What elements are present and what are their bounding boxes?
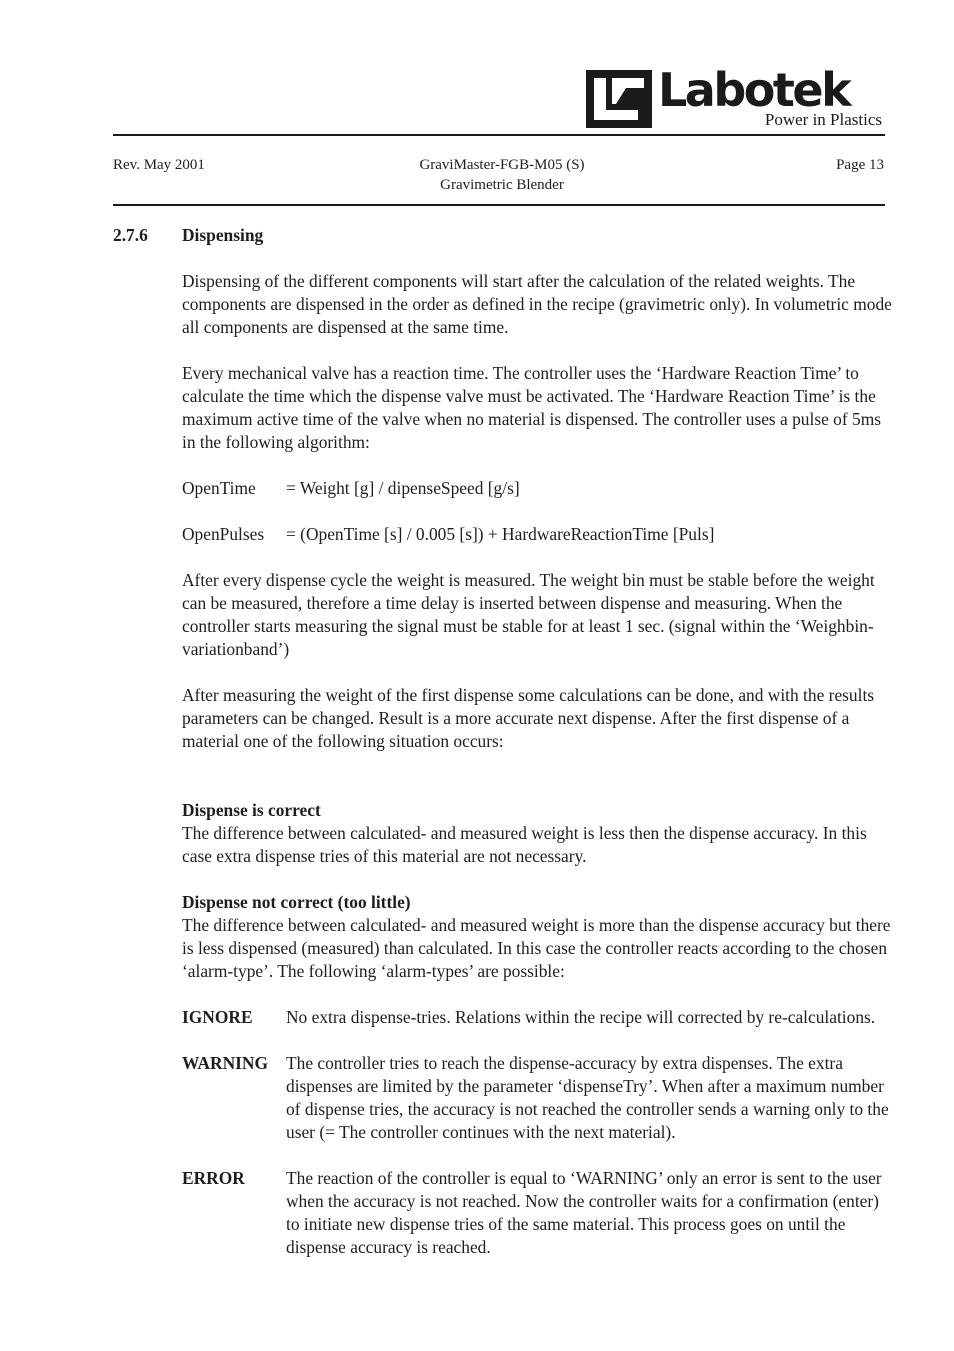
case-text-not-correct: The difference between calculated- and measured weight is more than the dispense accuracy but there is less dispensed (measured) than calculated. In this case the controller reacts according to the chosen ‘alarm-type’. The following ‘alarm-types’ are possible: <box>182 915 891 981</box>
alarm-term: ERROR <box>182 1168 245 1188</box>
formula-expression: = Weight [g] / dipenseSpeed [g/s] <box>286 478 520 498</box>
alarm-description: The controller tries to reach the dispense-accuracy by extra dispenses. The extra dispenses are limited by the parameter ‘dispenseTry’. When after a maximum number of dispense tries, the accuracy is not reached the controller sends a warning only to the user (= The controller continues with the next material). <box>286 1053 889 1142</box>
spacer <box>182 776 892 799</box>
formula-label: OpenPulses <box>182 524 265 544</box>
formula-open-pulses <box>182 523 892 546</box>
section-body <box>182 270 892 1282</box>
document-title-block <box>300 155 704 195</box>
paragraph: After every dispense cycle the weight is measured. The weight bin must be stable before the weight can be measured, therefore a time delay is inserted between dispense and measuring. When the controller starts measuring the signal must be stable for at least 1 sec. (signal within the ‘Weighbin-variationband’) <box>182 570 875 659</box>
alarm-term: WARNING <box>182 1053 268 1073</box>
document-title: GraviMaster-FGB-M05 (S) <box>419 157 585 173</box>
formula-open-time <box>182 477 892 500</box>
header-bottom-rule <box>113 204 885 206</box>
paragraph: After measuring the weight of the first dispense some calculations can be done, and with the results parameters can be changed. Result is a more accurate next dispense. After the first dispense of a material one of the following situation occurs: <box>182 685 875 751</box>
formula-expression: = (OpenTime [s] / 0.005 [s]) + HardwareReactionTime [Puls] <box>286 524 715 544</box>
brand-name: Labotek <box>658 63 850 117</box>
section-title: Dispensing <box>182 225 264 245</box>
labotek-logo <box>586 63 886 132</box>
alarm-term: IGNORE <box>182 1007 253 1027</box>
formula-label: OpenTime <box>182 478 256 498</box>
case-heading-not-correct: Dispense not correct (too little) <box>182 892 411 912</box>
case-heading-correct: Dispense is correct <box>182 800 321 820</box>
paragraph: Every mechanical valve has a reaction time. The controller uses the ‘Hardware Reaction Time’ to calculate the time which the dispense valve must be activated. The ‘Hardware Reaction Time’ is the maximum active time of the valve when no material is dispensed. The controller uses a pulse of 5ms in the following algorithm: <box>182 363 881 452</box>
alarm-description: No extra dispense-tries. Relations within the recipe will corrected by re-calculations. <box>286 1007 876 1027</box>
alarm-type-warning <box>182 1052 892 1144</box>
paragraph: Dispensing of the different components will start after the calculation of the related weights. The components are dispensed in the order as defined in the recipe (gravimetric only). In volumetric mode all components are dispensed at the same time. <box>182 271 892 337</box>
case-text-correct: The difference between calculated- and measured weight is less then the dispense accuracy. In this case extra dispense tries of this material are not necessary. <box>182 823 867 866</box>
alarm-description: The reaction of the controller is equal to ‘WARNING’ only an error is sent to the user when the accuracy is not reached. Now the controller waits for a confirmation (enter) to initiate new dispense tries of the same material. This process goes on until the dispense accuracy is reached. <box>286 1168 882 1257</box>
alarm-type-ignore <box>182 1006 892 1029</box>
document-subtitle: Gravimetric Blender <box>440 177 564 193</box>
header-top-rule <box>113 134 885 136</box>
brand-tagline: Power in Plastics <box>764 110 882 129</box>
labotek-logo-mark-icon <box>586 70 652 128</box>
revision-date: Rev. May 2001 <box>113 157 205 173</box>
page-number: Page 13 <box>836 157 884 173</box>
alarm-type-error <box>182 1167 892 1259</box>
section-number: 2.7.6 <box>113 225 148 245</box>
